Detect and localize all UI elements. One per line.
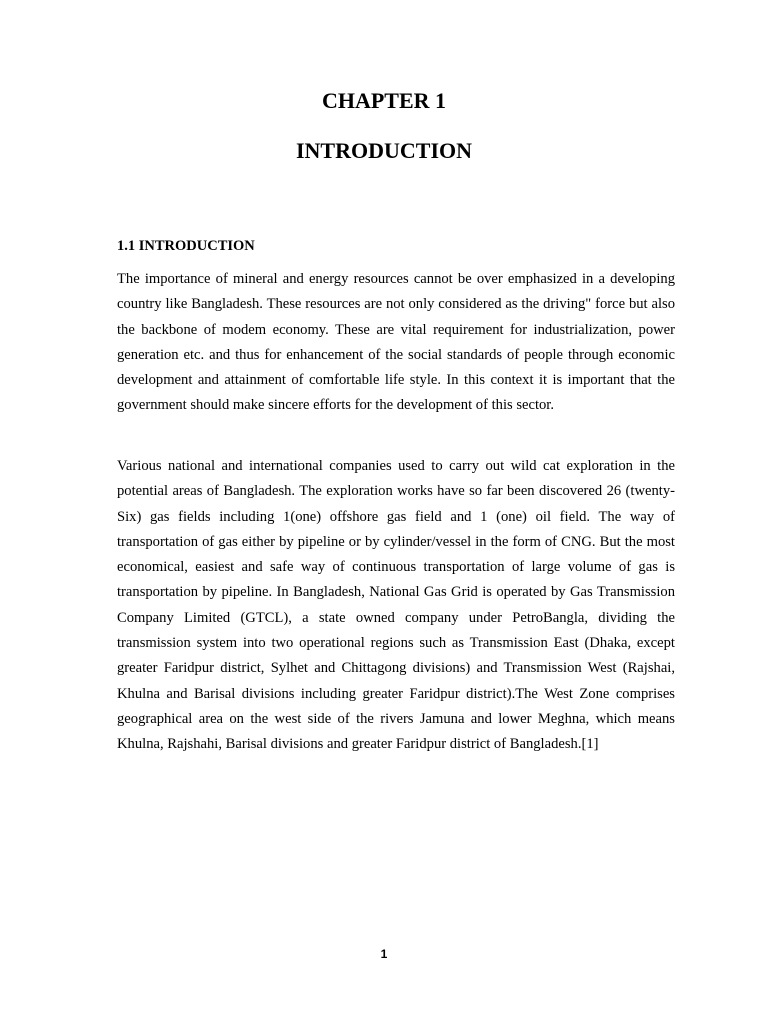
chapter-label: CHAPTER 1 bbox=[321, 88, 447, 113]
paragraph: The importance of mineral and energy resources cannot be over emphasized in a developing country like Bangladesh. These resources are not only considered as the driving" force but also the backbone of modem economy. These are vital requirement for industrialization, power generation etc. and thus for enhancement of the social standards of people through economic development and attainment of comfortable life style. In this context it is important that the government should make sincere efforts for the development of this sector. bbox=[117, 271, 675, 414]
chapter-title: INTRODUCTION bbox=[295, 138, 473, 163]
section-heading: 1.1 INTRODUCTION bbox=[117, 238, 255, 254]
page-number: 1 bbox=[380, 947, 388, 961]
paragraph: Various national and international companies used to carry out wild cat exploration in the potential areas of Bangladesh. The exploration works have so far been discovered 26 (twenty-Six) gas fields including 1(one) offshore gas field and 1 (one) oil field. The way of transportation of gas either by pipeline or by cylinder/vessel in the form of CNG. But the most economical, easiest and safe way of continuous transportation of large volume of gas is transportation by pipeline. In Bangladesh, National Gas Grid is operated by Gas Transmission Company Limited (GTCL), a state owned company under PetroBangla, dividing the transmission system into two operational regions such as Transmission East (Dhaka, except greater Faridpur district, Sylhet and Chittagong divisions) and Transmission West (Rajshai, Khulna and Barisal divisions including greater Faridpur district).The West Zone comprises geographical area on the west side of the rivers Jamuna and lower Meghna, which means Khulna, Rajshahi, Barisal divisions and greater Faridpur district of Bangladesh.[1] bbox=[117, 458, 675, 753]
